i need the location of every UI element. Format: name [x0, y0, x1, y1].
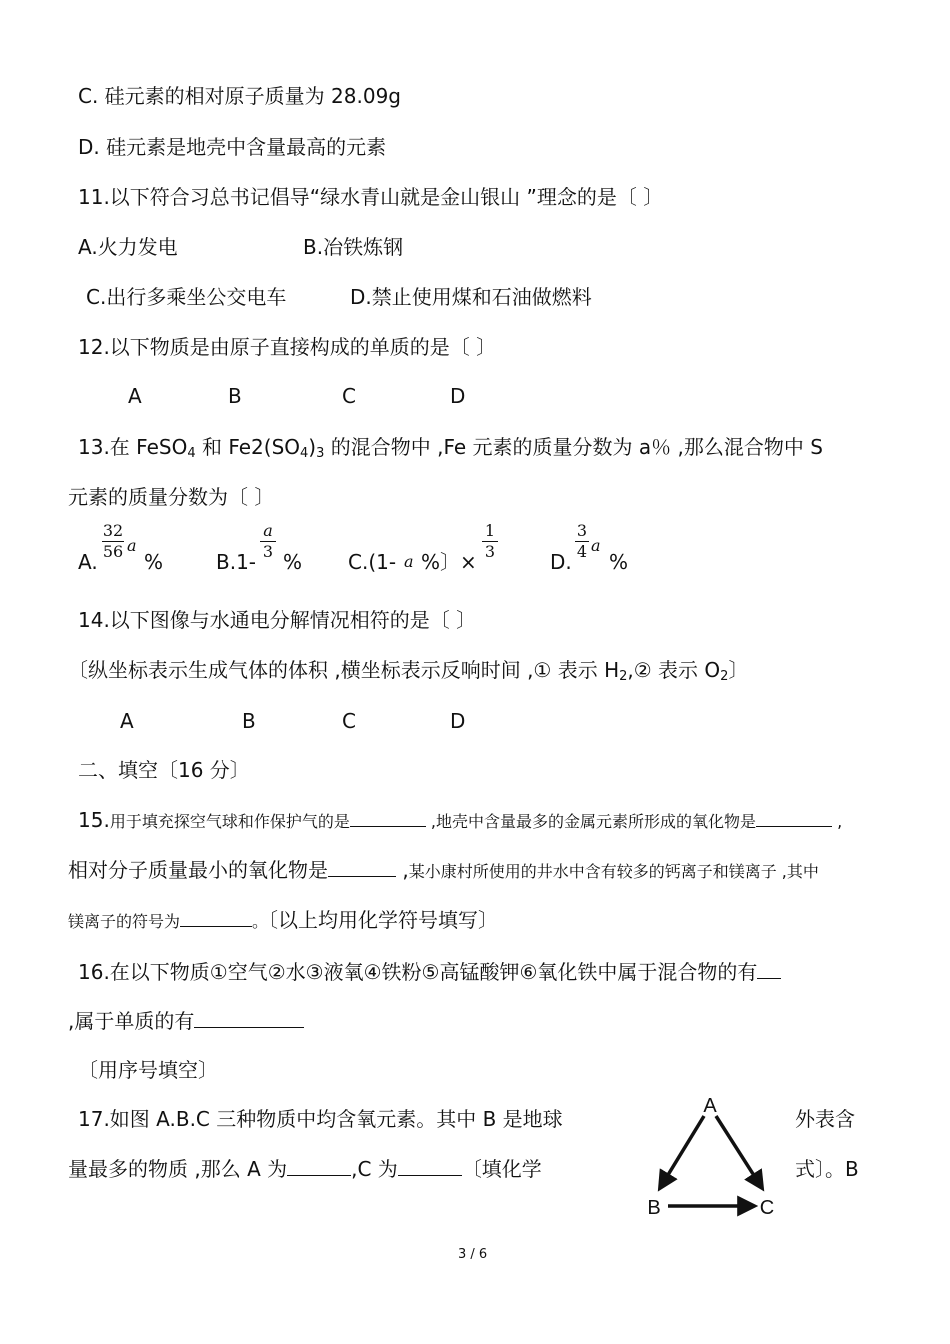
q16-line2	[68, 1009, 304, 1033]
q13-stem-a: 13.在 FeSO	[78, 435, 188, 459]
q17-right1: 外表含	[795, 1107, 855, 1131]
q12-option-a: A	[128, 384, 142, 408]
q11-option-b: B.冶铁炼钢	[303, 235, 404, 259]
q15-text: 。	[252, 912, 269, 931]
q11-stem: 11.以下符合习总书记倡导“绿水青山就是金山银山 ”理念的是〔 〕	[78, 185, 664, 209]
q15-text: ,	[832, 812, 843, 831]
q12-option-b: B	[228, 384, 242, 408]
answer-blank[interactable]	[194, 1009, 304, 1028]
q11-option-c: C.出行多乘坐公交电车	[86, 285, 287, 309]
fraction-denominator: 3	[484, 542, 496, 561]
q15-number: 15.	[78, 808, 110, 832]
fraction-denominator: 56	[102, 542, 124, 561]
q12-option-c: C	[342, 384, 356, 408]
q15-text: 镁离子的符号为	[68, 912, 181, 931]
q16-stem: 16.在以下物质①空气②水③液氧④铁粉⑤高锰酸钾⑥氧化铁中属于混合物的有	[78, 960, 758, 984]
answer-blank[interactable]	[398, 1157, 462, 1176]
q13-option-d-percent: %	[609, 550, 629, 574]
q14-sub: 2	[619, 669, 628, 684]
q13-option-a-percent: %	[144, 550, 164, 574]
q13-option-a-fraction	[102, 522, 124, 561]
q13-stem-b: 和 Fe2(SO	[195, 435, 301, 459]
q12-option-d: D	[450, 384, 466, 408]
q13-sub: 4	[300, 446, 309, 461]
q14-option-b: B	[242, 709, 256, 733]
q12-stem: 12.以下物质是由原子直接构成的单质的是〔 〕	[78, 335, 497, 359]
q13-option-c-variable: a	[404, 552, 414, 571]
q13-option-d-variable: a	[591, 536, 601, 555]
q15-text: ,地壳中含量最多的金属元素所形成的氧化物是	[425, 812, 757, 831]
q10-option-c: C. 硅元素的相对原子质量为 28.09g	[78, 84, 401, 108]
fraction-numerator: 1	[484, 521, 496, 540]
answer-blank[interactable]	[350, 808, 426, 827]
q15-text: 用于填充探空气球和作保护气的是	[109, 812, 350, 831]
q14-note-a: 〔纵坐标表示生成气体的体积 ,横坐标表示反响时间 ,① 表示 H	[68, 658, 620, 682]
q10-option-d: D. 硅元素是地壳中含量最高的元素	[78, 135, 387, 159]
fraction-denominator: 3	[262, 542, 274, 561]
fraction-numerator: a	[263, 521, 273, 540]
q17-right2: 式〕。B	[795, 1157, 859, 1181]
node-a-label: A	[703, 1095, 717, 1117]
q15-line2	[68, 858, 819, 884]
q17-stem: 17.如图 A.B.C 三种物质中均含氧元素。其中 B 是地球	[78, 1107, 563, 1131]
q13-option-a-label: A.	[78, 550, 98, 574]
answer-blank[interactable]	[180, 908, 252, 927]
q13-stem-c: )	[308, 435, 317, 459]
abc-triangle-diagram	[640, 1092, 785, 1222]
page-number: 3 / 6	[458, 1247, 488, 1262]
q15-line3	[68, 908, 498, 934]
q13-option-a-variable: a	[127, 536, 137, 555]
q11-option-a: A.火力发电	[78, 235, 178, 259]
q15-text: 〔以上均用化学符号填写〕	[268, 908, 499, 932]
q16-line1	[78, 960, 781, 984]
q11-option-d: D.禁止使用煤和石油做燃料	[350, 285, 592, 309]
arrow-a-to-b	[660, 1116, 704, 1188]
answer-blank[interactable]	[756, 808, 832, 827]
q16-line3: 〔用序号填空〕	[78, 1058, 218, 1082]
fraction-numerator: 3	[576, 521, 588, 540]
answer-blank[interactable]	[287, 1157, 351, 1176]
q14-note	[68, 658, 748, 689]
section-title: 二、填空〔16 分〕	[78, 758, 250, 782]
q14-sub: 2	[720, 669, 729, 684]
q15-text: 某小康村所使用的井水中含有较多的钙离子和镁离子 ,其中	[408, 862, 819, 881]
q13-option-c-label: C.(1-	[348, 550, 397, 574]
q13-option-d-label: D.	[550, 550, 572, 574]
q14-option-c: C	[342, 709, 356, 733]
q17-line2	[68, 1157, 542, 1181]
answer-blank[interactable]	[328, 858, 396, 877]
q17-text: 〔填化学	[461, 1157, 542, 1181]
q14-option-d: D	[450, 709, 466, 733]
q15-line1	[78, 808, 842, 834]
q13-sub: 4	[187, 446, 196, 461]
q17-text: 量最多的物质 ,那么 A 为	[68, 1157, 288, 1181]
q16-text: ,属于单质的有	[68, 1009, 195, 1033]
q15-text: ,	[396, 858, 409, 882]
q13-option-b-fraction	[260, 522, 276, 561]
q13-option-b-label: B.1-	[216, 550, 257, 574]
q13-stem-line2: 元素的质量分数为〔 〕	[68, 485, 275, 509]
q13-option-b-percent: %	[283, 550, 303, 574]
q13-stem-d: 的混合物中 ,Fe 元素的质量分数为 a％ ,那么混合物中 S	[324, 435, 823, 459]
q15-text: 相对分子质量最小的氧化物是	[68, 858, 328, 882]
node-c-label: C	[759, 1197, 775, 1219]
answer-blank[interactable]	[757, 960, 781, 979]
q17-text: ,C 为	[351, 1157, 398, 1181]
q13-option-c-fraction	[482, 522, 498, 561]
q13-sub: 3	[316, 446, 325, 461]
q14-note-c: 〕	[728, 658, 749, 682]
arrow-a-to-c	[716, 1116, 762, 1188]
q13-option-d-fraction	[575, 522, 589, 561]
node-b-label: B	[647, 1197, 661, 1219]
q13-option-c-mid: %〕×	[421, 550, 477, 574]
q14-stem: 14.以下图像与水通电分解情况相符的是〔 〕	[78, 608, 477, 632]
fraction-denominator: 4	[576, 542, 588, 561]
q14-option-a: A	[120, 709, 134, 733]
q14-note-b: ,② 表示 O	[627, 658, 721, 682]
q13-stem	[78, 435, 823, 466]
fraction-numerator: 32	[102, 521, 124, 540]
